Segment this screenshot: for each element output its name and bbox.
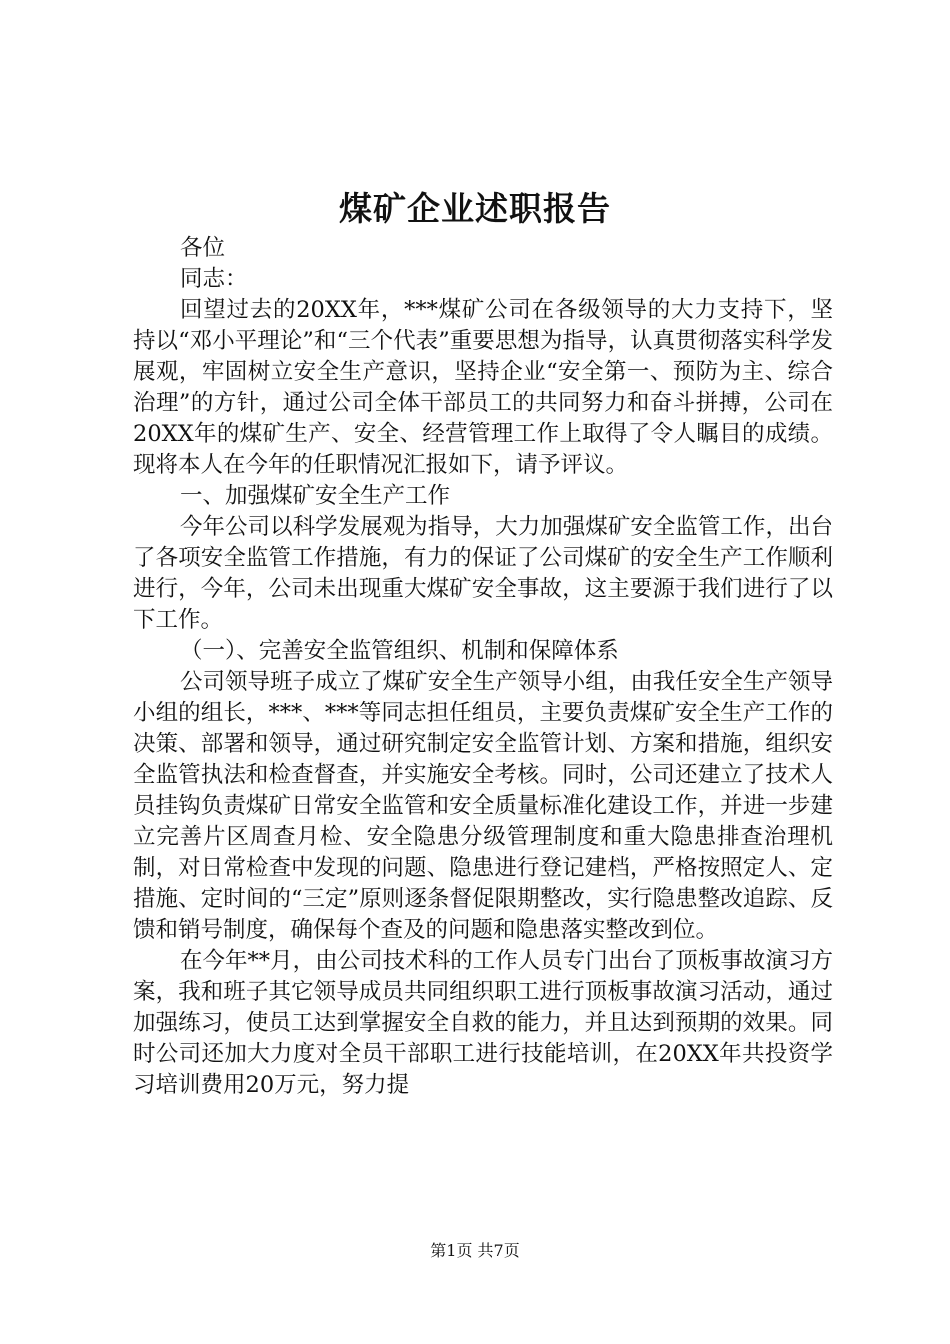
salutation-line-2: 同志： (180, 266, 248, 292)
subsection-heading-1: （一）、完善安全监管组织、机制和保障体系 (180, 638, 619, 664)
intro-paragraph: 回望过去的20XX年，***煤矿公司在各级领导的大力支持下，坚持以“邓小平理论”和“三个代表”重要思想为指导，认真贯彻落实科学发展观，牢固树立安全生产意识，坚持企业“安全第一、预防为主、综合治理”的方针，通过公司全体干部员工的共同努力和奋斗拼搏，公司在20XX年的煤矿生产、安全、经营管理工作上取得了令人瞩目的成绩。现将本人在今年的任职情况汇报如下，请予评议。 (133, 297, 833, 478)
drill-paragraph: 在今年**月，由公司技术科的工作人员专门出台了顶板事故演习方案，我和班子其它领导成员共同组织职工进行顶板事故演习活动，通过加强练习，使员工达到掌握安全自救的能力，并且达到预期的效果。同时公司还加大力度对全员干部职工进行技能培训，在20XX年共投资学习培训费用20万元，努力提 (133, 948, 833, 1098)
section-1-paragraph: 今年公司以科学发展观为指导，大力加强煤矿安全监管工作，出台了各项安全监管工作措施，有力的保证了公司煤矿的安全生产工作顺利进行，今年，公司未出现重大煤矿安全事故，这主要源于我们进行了以下工作。 (133, 514, 833, 633)
salutation-line-1: 各位 (180, 235, 226, 261)
document-title: 煤矿企业述职报告 (339, 189, 611, 228)
document-body (133, 233, 833, 1101)
page-footer: 第1页 共7页 (430, 1241, 520, 1260)
section-heading-1: 一、加强煤矿安全生产工作 (180, 483, 451, 509)
subsection-1-paragraph: 公司领导班子成立了煤矿安全生产领导小组，由我任安全生产领导小组的组长，***、***等同志担任组员，主要负责煤矿安全生产工作的决策、部署和领导，通过研究制定安全监管计划、方案和措施，组织安全监管执法和检查督查，并实施安全考核。同时，公司还建立了技术人员挂钩负责煤矿日常安全监管和安全质量标准化建设工作，并进一步建立完善片区周查月检、安全隐患分级管理制度和重大隐患排查治理机制，对日常检查中发现的问题、隐患进行登记建档，严格按照定人、定措施、定时间的“三定”原则逐条督促限期整改，实行隐患整改追踪、反馈和销号制度，确保每个查及的问题和隐患落实整改到位。 (133, 669, 833, 943)
